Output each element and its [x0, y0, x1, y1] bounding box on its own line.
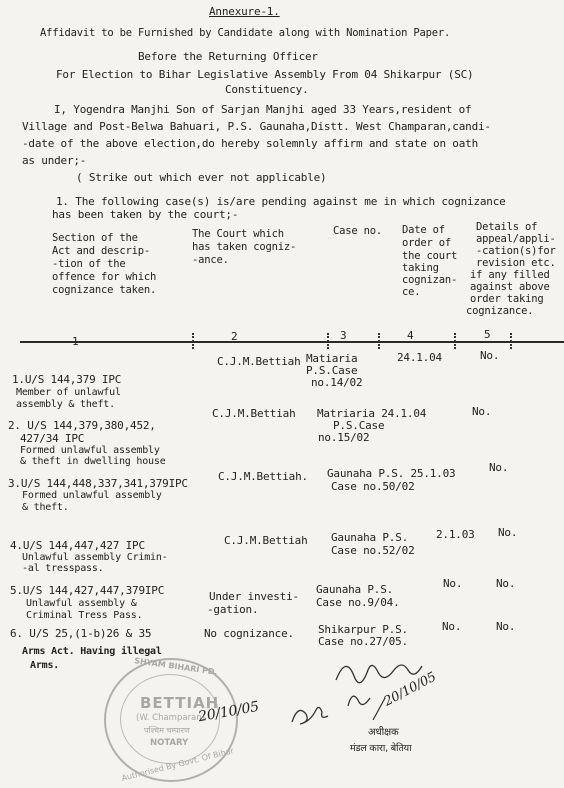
signature-handwritten-date: 20/10/05	[381, 669, 439, 710]
stamp-district-hindi: पश्चिम चम्पारण	[144, 726, 190, 735]
column-number-5: 5	[484, 328, 491, 341]
election-line-1: For Election to Bihar Legislative Assembly From 04 Shikarpur (SC)	[56, 68, 474, 81]
officer-title-hindi: अधीक्षक	[368, 727, 399, 738]
affidavit-page: Annexure-1. Affidavit to be Furnished by Candidate along with Nomination Paper. Before the Returning Officer For Election to Bihar Legislative Assembly From 04 Shikarpur (SC) Constituency. I, Yogendra Manjhi Son of Sarjan Manjhi aged 33 Years,resident of Village and Post-Belwa Bahuari, P.S. Gaunaha,Distt. West Champaran,candi- -date of the above election,do hereby solemnly affirm and state on oath as under;- ( Strike out which ever not applicable) 1. The following case(s) is/are pending against me in which cognizance has been taken by the court;- Section of the Act and descrip- -tion of the offence for which cognizance taken. The Court which has taken cogniz- -ance. Case no. Date of order of the court taking cognizan- ce. Details of appeal/appli- -cation(s)for revision etc. if any filled against above order taking cognizance. 1 2 3 4 5 1.U/S 144,379 IPC Member of unlawful assembly & theft. C.J.M.Bettiah Matiaria P.S.Case no.14/02 24.1.04 No. 2. U/S 144,379,380,452, 427/34 IPC Formed unlawful assembly & theft in dwelling house C.J.M.Bettiah Matriaria 24.1.04 P.S.Case no.15/02 No. 3.U/S 144,448,337,341,379IPC Formed unlawful assembly & theft. C.J.M.Bettiah. Gaunaha P.S. 25.1.03 Case no.50/02 No. 4.U/S 144,447,427 IPC Unlawful assembly Crimin- -al tresspass. C.J.M.Bettiah Gaunaha P.S. Case no.52/02 2.1.03 No. 5.U/S 144,427,447,379IPC Unlawful assembly & Criminal Tress Pass. Under investi- -gation. Gaunaha P.S. Case no.9/04. No. No. 6. U/S 25,(1-b)26 & 35 Arms Act. Having illegal Arms. No cognizance. Shikarpur P.S. Case no.27/05. No. No. SHYAM BIHARI PD. BETTIAH (W. Champaran) पश्चिम चम्पारण NOTARY Authorised By Govt. Of Bihar 20/10/05 20/10/05 अधीक्षक मंडल कारा, बेतिया	[0, 0, 564, 788]
column-number-rule	[20, 341, 564, 343]
annexure-heading: Annexure-1.	[209, 5, 280, 18]
clause-1-line-1: 1. The following case(s) is/are pending against me in which cognizance	[56, 195, 506, 208]
before-returning-officer: Before the Returning Officer	[138, 50, 318, 63]
column-divider	[378, 333, 380, 349]
intro-line-4: as under;-	[22, 154, 87, 167]
column-number-4: 4	[407, 329, 414, 342]
column-number-1: 1	[72, 335, 79, 348]
intro-line-1: I, Yogendra Manjhi Son of Sarjan Manjhi aged 33 Years,resident of	[54, 103, 472, 116]
strike-note: ( Strike out which ever not applicable)	[76, 171, 327, 184]
stamp-role: NOTARY	[150, 738, 189, 748]
stamp-city: BETTIAH	[140, 694, 220, 712]
column-divider	[454, 333, 456, 349]
stamp-handwritten-date: 20/10/05	[197, 698, 261, 726]
column-divider	[327, 333, 329, 349]
stamp-notary-name: SHYAM BIHARI PD.	[133, 656, 219, 677]
column-divider	[510, 333, 512, 349]
column-divider	[192, 333, 194, 349]
affidavit-subtitle: Affidavit to be Furnished by Candidate along with Nomination Paper.	[40, 27, 451, 39]
office-name-hindi: मंडल कारा, बेतिया	[350, 743, 412, 754]
column-number-3: 3	[340, 329, 347, 342]
stamp-authorisation: Authorised By Govt. Of Bihar	[120, 746, 235, 783]
stamp-district: (W. Champaran)	[136, 713, 205, 723]
column-number-2: 2	[231, 330, 238, 343]
officer-signature-icon	[278, 650, 448, 745]
intro-line-2: Village and Post-Belwa Bahuari, P.S. Gaunaha,Distt. West Champaran,candi-	[22, 120, 491, 133]
intro-line-3: -date of the above election,do hereby solemnly affirm and state on oath	[22, 137, 479, 150]
election-line-2: Constituency.	[225, 83, 309, 96]
clause-1-line-2: has been taken by the court;-	[52, 208, 239, 221]
